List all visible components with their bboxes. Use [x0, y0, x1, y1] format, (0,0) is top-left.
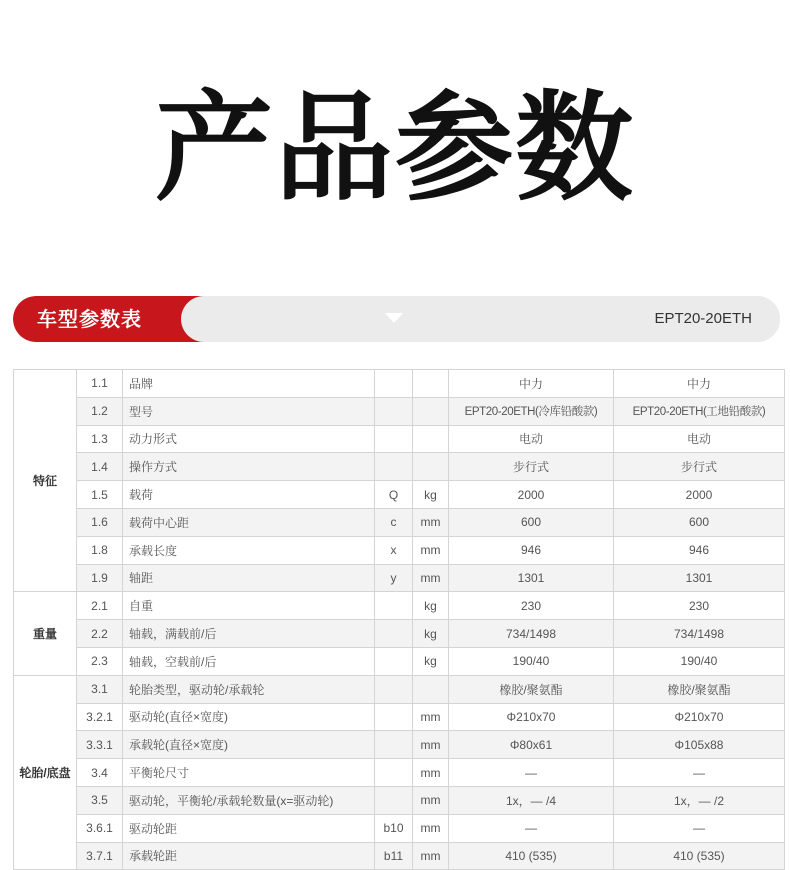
unit — [413, 425, 449, 453]
symbol — [375, 620, 413, 648]
param-name: 驱动轮(直径×宽度) — [123, 703, 375, 731]
unit: mm — [413, 786, 449, 814]
item-number: 2.3 — [77, 647, 123, 675]
param-name: 载荷 — [123, 481, 375, 509]
value-col-2: 中力 — [614, 370, 785, 398]
value-col-2: 190/40 — [614, 647, 785, 675]
value-col-2: 橡胶/聚氨酯 — [614, 675, 785, 703]
item-number: 3.6.1 — [77, 814, 123, 842]
table-row — [14, 508, 785, 536]
item-number: 1.6 — [77, 508, 123, 536]
item-number: 1.9 — [77, 564, 123, 592]
value-col-1: EPT20-20ETH(冷库铅酸款) — [449, 397, 614, 425]
param-name: 承载轮距 — [123, 842, 375, 870]
param-name: 轮胎类型，驱动轮/承载轮 — [123, 675, 375, 703]
table-row — [14, 675, 785, 703]
param-name: 承载长度 — [123, 536, 375, 564]
symbol — [375, 592, 413, 620]
unit: kg — [413, 481, 449, 509]
unit — [413, 397, 449, 425]
item-number: 1.3 — [77, 425, 123, 453]
unit: kg — [413, 620, 449, 648]
value-col-2: 电动 — [614, 425, 785, 453]
item-number: 1.8 — [77, 536, 123, 564]
item-number: 3.7.1 — [77, 842, 123, 870]
table-row — [14, 731, 785, 759]
symbol — [375, 759, 413, 787]
table-row — [14, 786, 785, 814]
unit: mm — [413, 731, 449, 759]
value-col-2: 步行式 — [614, 453, 785, 481]
table-row — [14, 370, 785, 398]
table-row — [14, 453, 785, 481]
value-col-2: 1x，— /2 — [614, 786, 785, 814]
value-col-1: 1x，— /4 — [449, 786, 614, 814]
value-col-1: 190/40 — [449, 647, 614, 675]
table-row — [14, 620, 785, 648]
value-col-2: 734/1498 — [614, 620, 785, 648]
symbol — [375, 675, 413, 703]
unit: kg — [413, 647, 449, 675]
value-col-2: 2000 — [614, 481, 785, 509]
param-name: 自重 — [123, 592, 375, 620]
symbol: y — [375, 564, 413, 592]
group-name: 重量 — [14, 592, 77, 675]
value-col-1: — — [449, 759, 614, 787]
param-name: 动力形式 — [123, 425, 375, 453]
unit: mm — [413, 814, 449, 842]
param-name: 操作方式 — [123, 453, 375, 481]
param-name: 轴距 — [123, 564, 375, 592]
selected-model: EPT20-20ETH — [654, 310, 752, 327]
table-row — [14, 703, 785, 731]
model-selector[interactable] — [181, 296, 780, 342]
item-number: 2.2 — [77, 620, 123, 648]
item-number: 3.4 — [77, 759, 123, 787]
table-row — [14, 564, 785, 592]
item-number: 3.2.1 — [77, 703, 123, 731]
value-col-2: 600 — [614, 508, 785, 536]
value-col-2: — — [614, 759, 785, 787]
chevron-down-icon[interactable] — [385, 313, 403, 323]
value-col-1: 电动 — [449, 425, 614, 453]
table-row — [14, 647, 785, 675]
value-col-2: 946 — [614, 536, 785, 564]
value-col-2: Φ105x88 — [614, 731, 785, 759]
unit: mm — [413, 508, 449, 536]
symbol — [375, 731, 413, 759]
symbol — [375, 786, 413, 814]
param-name: 驱动轮距 — [123, 814, 375, 842]
table-row — [14, 759, 785, 787]
unit — [413, 453, 449, 481]
value-col-1: 734/1498 — [449, 620, 614, 648]
value-col-1: Φ210x70 — [449, 703, 614, 731]
value-col-1: 步行式 — [449, 453, 614, 481]
value-col-1: 中力 — [449, 370, 614, 398]
unit — [413, 370, 449, 398]
symbol: b10 — [375, 814, 413, 842]
table-row — [14, 592, 785, 620]
item-number: 1.1 — [77, 370, 123, 398]
value-col-1: 橡胶/聚氨酯 — [449, 675, 614, 703]
value-col-2: 230 — [614, 592, 785, 620]
value-col-1: Φ80x61 — [449, 731, 614, 759]
unit — [413, 675, 449, 703]
item-number: 3.3.1 — [77, 731, 123, 759]
value-col-2: 1301 — [614, 564, 785, 592]
value-col-1: 410 (535) — [449, 842, 614, 870]
value-col-1: 230 — [449, 592, 614, 620]
value-col-1: 946 — [449, 536, 614, 564]
symbol — [375, 425, 413, 453]
item-number: 2.1 — [77, 592, 123, 620]
table-row — [14, 536, 785, 564]
spec-table-header-bar — [13, 296, 780, 342]
param-name: 轴载，满载前/后 — [123, 620, 375, 648]
param-name: 平衡轮尺寸 — [123, 759, 375, 787]
group-name: 轮胎/底盘 — [14, 675, 77, 870]
unit: mm — [413, 759, 449, 787]
item-number: 3.5 — [77, 786, 123, 814]
value-col-2: — — [614, 814, 785, 842]
param-name: 承载轮(直径×宽度) — [123, 731, 375, 759]
item-number: 3.1 — [77, 675, 123, 703]
symbol — [375, 397, 413, 425]
header-label: 车型参数表 — [37, 307, 142, 331]
unit: mm — [413, 842, 449, 870]
table-row — [14, 397, 785, 425]
symbol — [375, 703, 413, 731]
value-col-2: 410 (535) — [614, 842, 785, 870]
value-col-1: 600 — [449, 508, 614, 536]
value-col-1: 2000 — [449, 481, 614, 509]
symbol: x — [375, 536, 413, 564]
param-name: 品牌 — [123, 370, 375, 398]
unit: mm — [413, 536, 449, 564]
unit: kg — [413, 592, 449, 620]
unit: mm — [413, 703, 449, 731]
value-col-2: EPT20-20ETH(工地铅酸款) — [614, 397, 785, 425]
item-number: 1.5 — [77, 481, 123, 509]
value-col-2: Φ210x70 — [614, 703, 785, 731]
table-row — [14, 481, 785, 509]
item-number: 1.4 — [77, 453, 123, 481]
item-number: 1.2 — [77, 397, 123, 425]
symbol: Q — [375, 481, 413, 509]
param-name: 轴载，空载前/后 — [123, 647, 375, 675]
symbol — [375, 370, 413, 398]
group-name: 特征 — [14, 370, 77, 592]
table-row — [14, 814, 785, 842]
value-col-1: 1301 — [449, 564, 614, 592]
symbol: b11 — [375, 842, 413, 870]
symbol — [375, 453, 413, 481]
value-col-1: — — [449, 814, 614, 842]
unit: mm — [413, 564, 449, 592]
param-name: 型号 — [123, 397, 375, 425]
symbol: c — [375, 508, 413, 536]
table-row — [14, 425, 785, 453]
param-name: 载荷中心距 — [123, 508, 375, 536]
spec-table — [13, 369, 785, 870]
param-name: 驱动轮，平衡轮/承载轮数量(x=驱动轮) — [123, 786, 375, 814]
page-title: 产品参数 — [154, 79, 635, 217]
symbol — [375, 647, 413, 675]
